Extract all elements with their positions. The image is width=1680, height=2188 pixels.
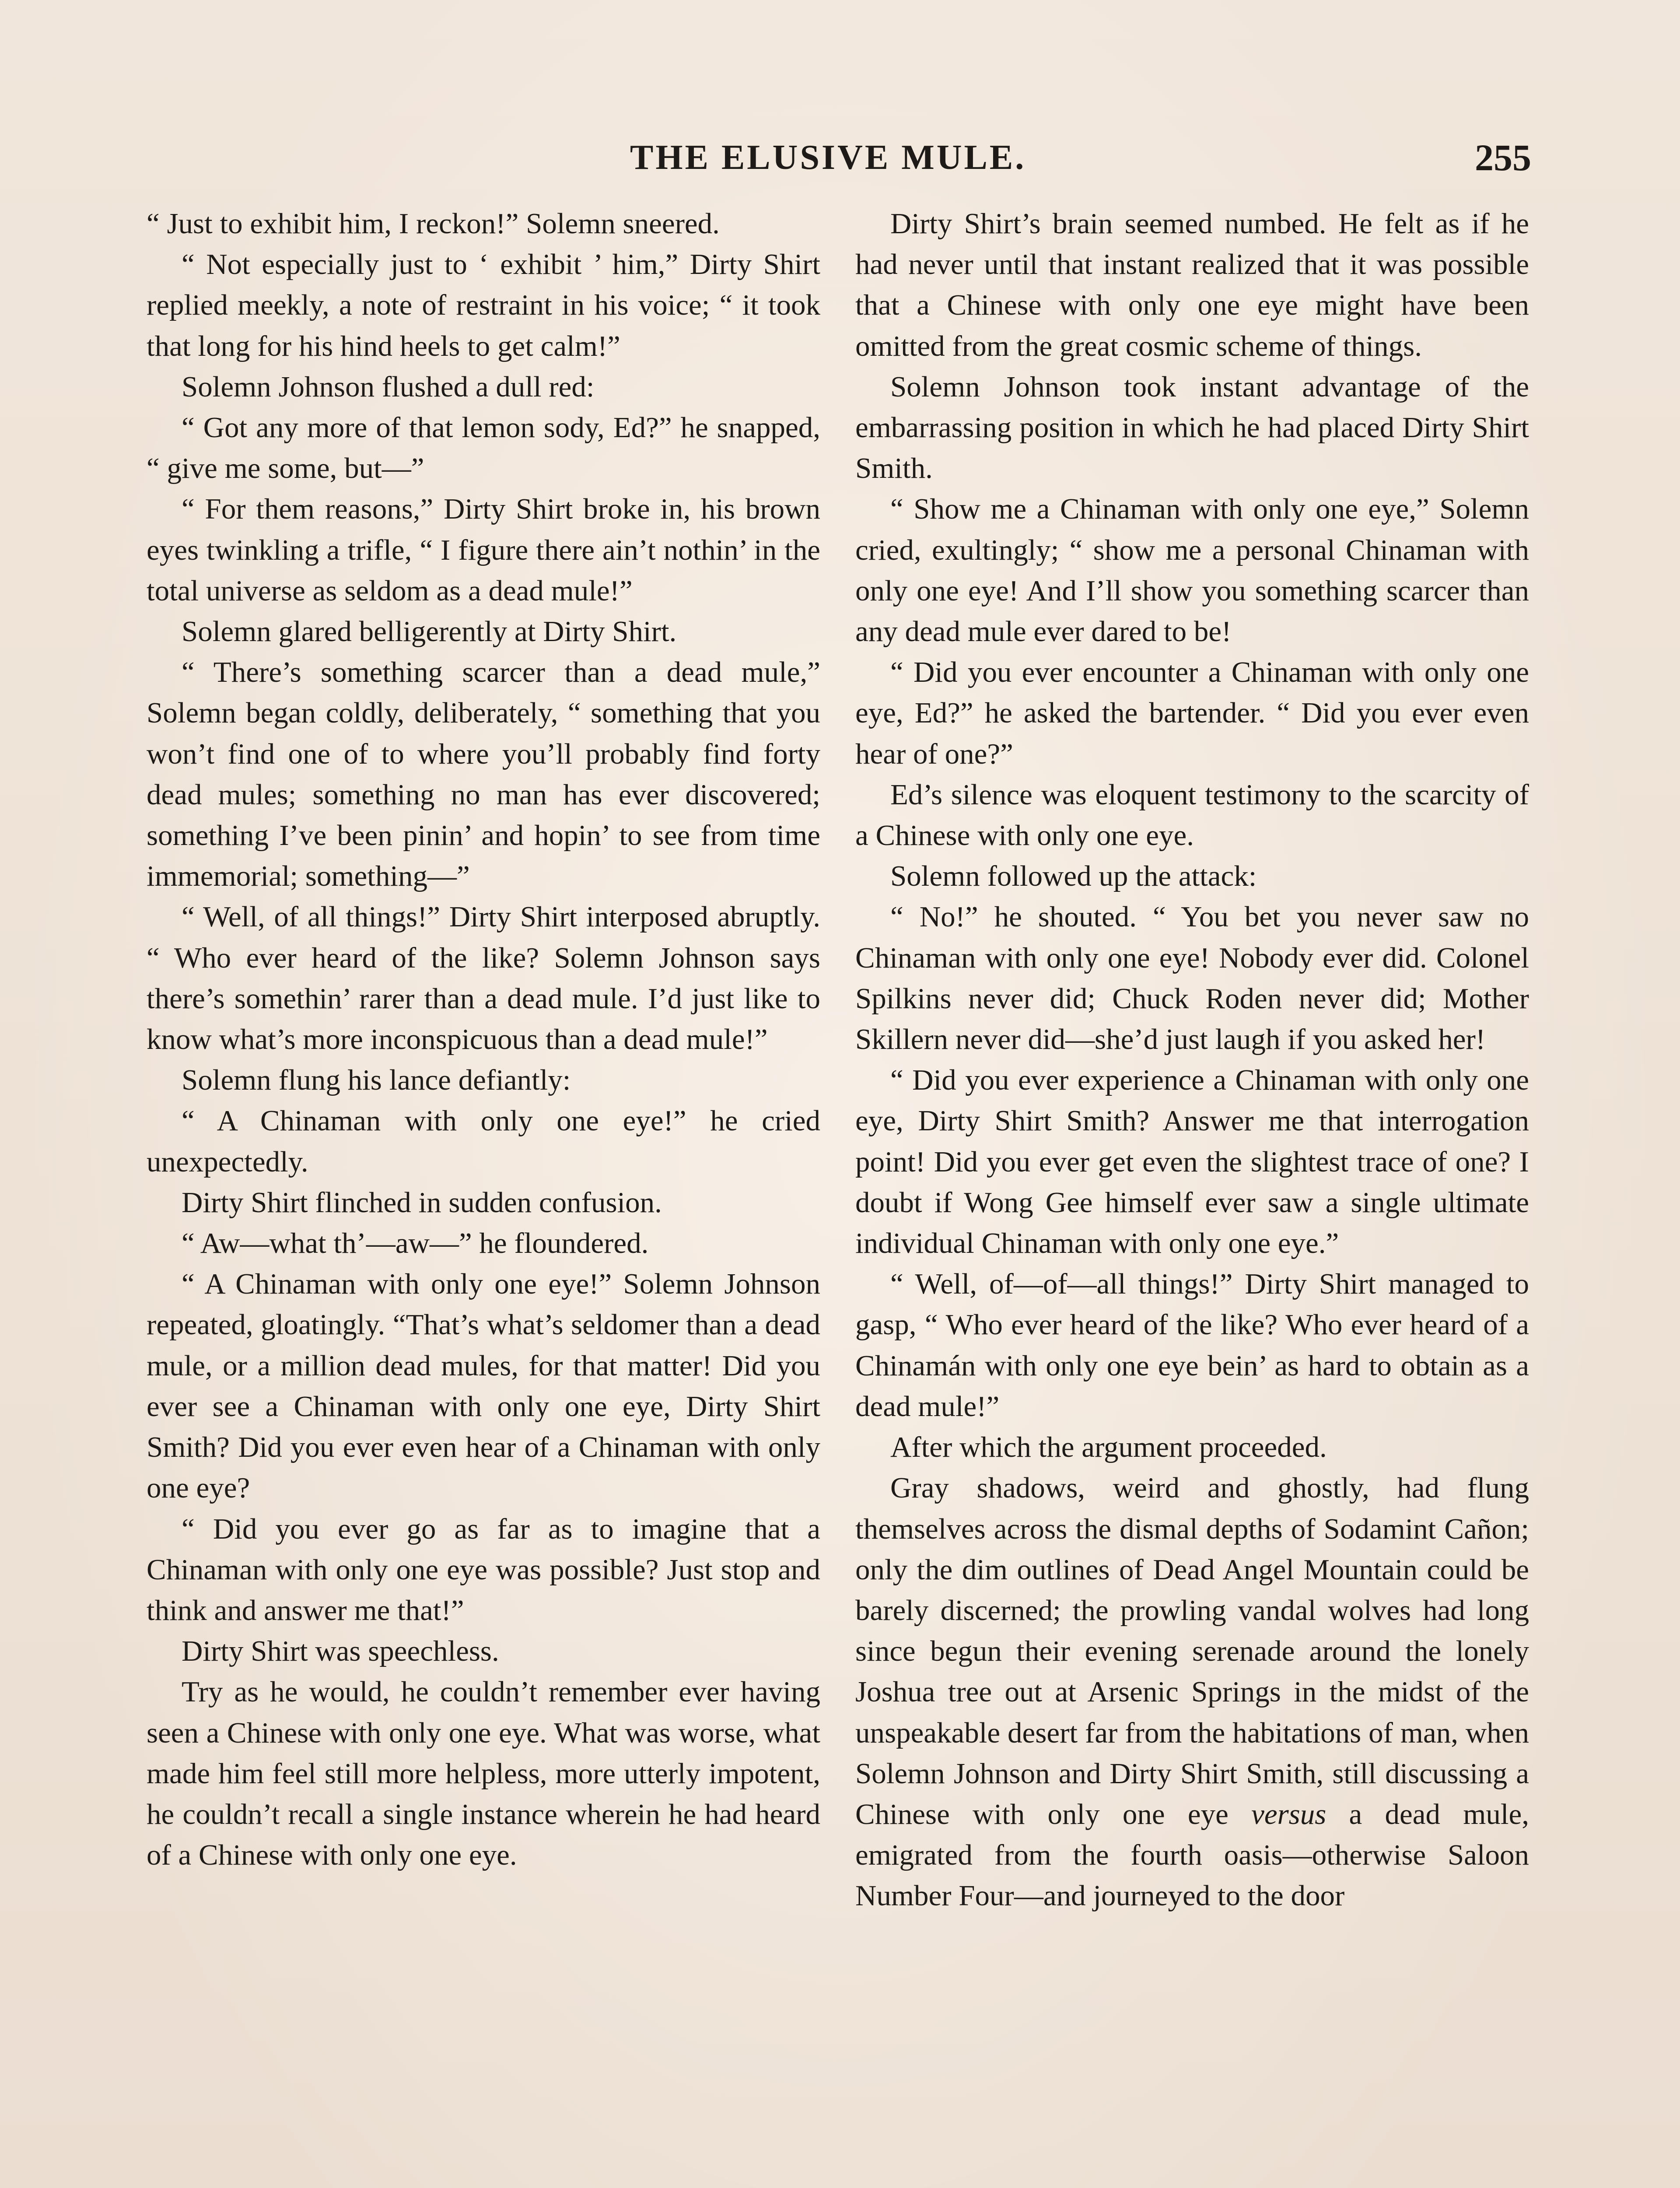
paragraph: “ Did you ever encounter a Chinaman with only one eye, Ed?” he asked the bartender. “ Did you ever even hear of one?”: [855, 656, 1529, 770]
paragraph: “ Not especially just to ‘ exhibit ’ him,” Dirty Shirt replied meekly, a note of restraint in his voice; “ it took that long for his hind heels to get calm!”: [147, 248, 820, 362]
paragraph: Solemn followed up the attack:: [890, 860, 1257, 893]
paragraph: “ For them reasons,” Dirty Shirt broke in, his brown eyes twinkling a trifle, “ I figure there ain’t nothin’ in the total universe as seldom as a dead mule!”: [147, 493, 820, 607]
page-number: 255: [1475, 137, 1531, 179]
paragraph: Solemn glared belligerently at Dirty Shirt.: [182, 615, 677, 648]
left-column: [147, 203, 820, 1876]
paragraph: Solemn flung his lance defiantly:: [182, 1064, 571, 1097]
paragraph: Solemn Johnson flushed a dull red:: [182, 370, 595, 403]
paragraph: Solemn Johnson took instant advantage of the embarrassing position in which he had placed Dirty Shirt Smith.: [855, 370, 1529, 485]
paragraph: “ Did you ever go as far as to imagine that a Chinaman with only one eye was possible? Just stop and think and answer me that!”: [147, 1512, 820, 1627]
paragraph: After which the argument proceeded.: [890, 1431, 1327, 1464]
paragraph: “ A Chinaman with only one eye!” he cried unexpectedly.: [147, 1105, 820, 1178]
paragraph: “ Show me a Chinaman with only one eye,” Solemn cried, exultingly; “ show me a personal Chinaman with only one eye! And I’ll show you something scarcer than any dead mule ever dared to be!: [855, 493, 1529, 648]
paragraph: “ No!” he shouted. “ You bet you never saw no Chinaman with only one eye! Nobody ever did. Colonel Spilkins never did; Chuck Roden never did; Mother Skillern never did—she’d just laugh if you asked her!: [855, 901, 1529, 1056]
paragraph: “ Just to exhibit him, I reckon!” Solemn sneered.: [147, 207, 720, 240]
running-head: [0, 131, 1680, 184]
paragraph: “ There’s something scarcer than a dead mule,” Solemn began coldly, deliberately, “ something that you won’t find one of to where you’ll probably find forty dead mules; something no man has ever discovered; something I’ve been pinin’ and hopin’ to see from time immemorial; something—”: [147, 656, 820, 893]
paragraph: Dirty Shirt was speechless.: [182, 1635, 499, 1668]
paragraph: Dirty Shirt flinched in sudden confusion.: [182, 1186, 662, 1219]
paragraph: “ Did you ever experience a Chinaman with only one eye, Dirty Shirt Smith? Answer me that interrogation point! Did you ever get even the slightest trace of one? I doubt if Wong Gee himself ever saw a single ultimate individual Chinaman with only one eye.”: [855, 1064, 1529, 1260]
paragraph: Dirty Shirt’s brain seemed numbed. He felt as if he had never until that instant realized that it was possible that a Chinese with only one eye might have been omitted from the great cosmic scheme of things.: [855, 207, 1529, 362]
paragraph: “ Well, of all things!” Dirty Shirt interposed abruptly. “ Who ever heard of the like? Solemn Johnson says there’s somethin’ rarer than a dead mule. I’d just like to know what’s more inconspicuous than a dead mule!”: [147, 901, 820, 1056]
paragraph: Ed’s silence was eloquent testimony to the scarcity of a Chinese with only one eye.: [855, 778, 1529, 852]
paragraph-text-continued: a dead mule, emigrated from the fourth oasis—otherwise Saloon Number Four—and journeyed to the door: [855, 1798, 1530, 1912]
paragraph-text: Gray shadows, weird and ghostly, had flung themselves across the dismal depths of Sodamint Cañon; only the dim outlines of Dead Angel Mountain could be barely discerned; the prowling vandal wolves had long since begun their evening serenade around the lonely Joshua tree out at Arsenic Springs in the midst of the unspeakable desert far from the habitations of man, when Solemn Johnson and Dirty Shirt Smith, still discussing a Chinese with only one eye: [855, 1472, 1529, 1830]
paragraph: “ Got any more of that lemon sody, Ed?” he snapped, “ give me some, but—”: [147, 411, 820, 485]
paragraph: “ Aw—what th’—aw—” he floundered.: [182, 1227, 649, 1260]
paragraph-with-italic: [855, 1468, 1529, 1916]
italic-word: versus: [1251, 1798, 1326, 1830]
paragraph: Try as he would, he couldn’t remember ever having seen a Chinese with only one eye. What was worse, what made him feel still more helpless, more utterly impotent, he couldn’t recall a single instance wherein he had heard of a Chinese with only one eye.: [147, 1676, 820, 1872]
paragraph: “ Well, of—of—all things!” Dirty Shirt managed to gasp, “ Who ever heard of the like? Who ever heard of a Chinamán with only one eye bein’ as hard to obtain as a dead mule!”: [855, 1268, 1529, 1423]
right-column: [855, 203, 1529, 1917]
running-title: THE ELUSIVE MULE.: [630, 138, 1026, 177]
paragraph: “ A Chinaman with only one eye!” Solemn Johnson repeated, gloatingly. “That’s what’s seldomer than a dead mule, or a million dead mules, for that matter! Did you ever see a Chinaman with only one eye, Dirty Shirt Smith? Did you ever even hear of a Chinaman with only one eye?: [147, 1268, 820, 1504]
